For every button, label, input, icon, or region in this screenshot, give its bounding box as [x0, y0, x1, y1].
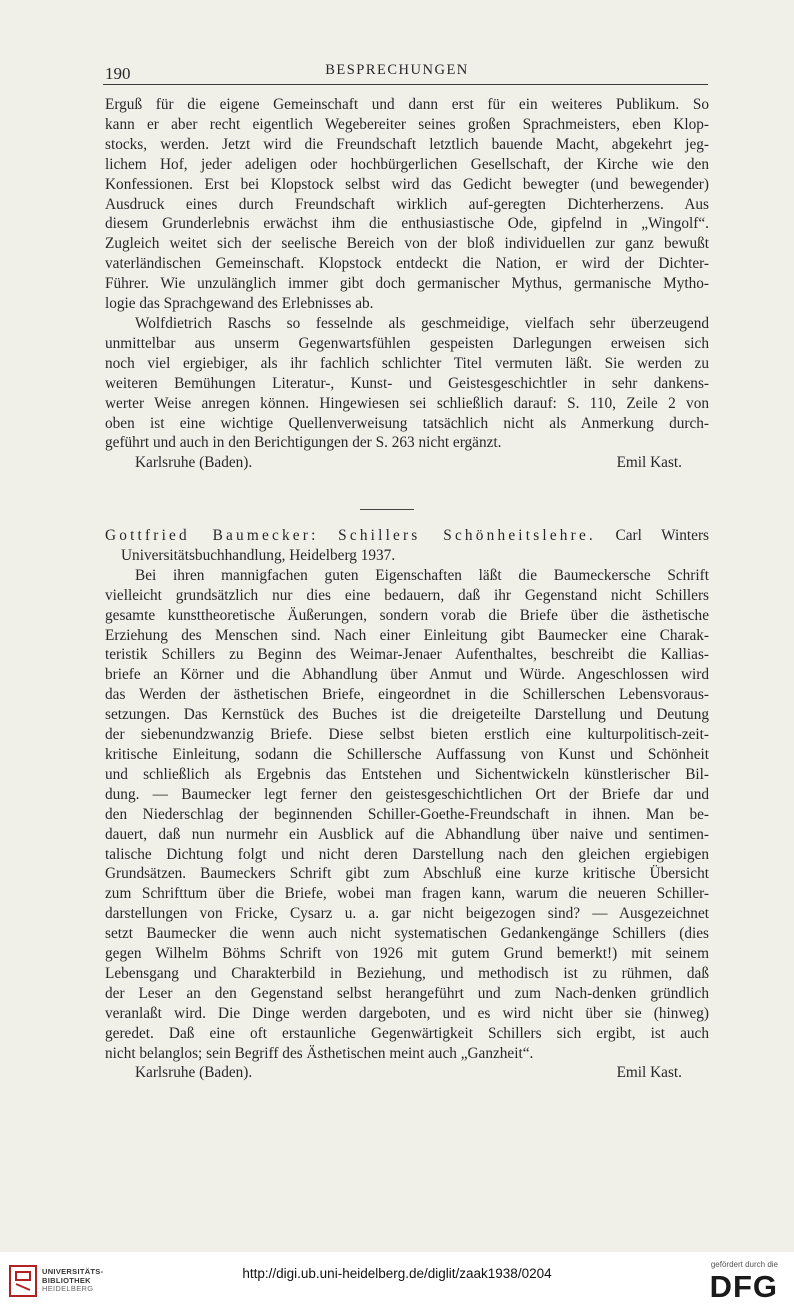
- text-line: Bei ihren mannigfachen guten Eigenschaften läßt die Baumeckersche Schrift: [135, 566, 709, 584]
- text-line: Ausdruck eines durch Freundschaft wirklich auf-geregten Dichterherzens. Aus: [105, 195, 709, 213]
- text-line: diesem Grunderlebnis erwächst ihm die enthusiastische Ode, gipfelnd in „Wingolf“.: [105, 215, 709, 233]
- text-line: stocks, werden. Jetzt wird die Freundschaft letztlich bauende Macht, abgekehrt jeg-: [105, 135, 709, 153]
- funding-note: gefördert durch die: [710, 1260, 778, 1269]
- review-1-paragraph-2: [105, 314, 709, 453]
- text-line: gegen Wilhelm Böhms Schrift von 1926 mit gutem Grund bemerkt!) mit seinem: [105, 945, 709, 963]
- text-line: geredet. Daß eine oft erstaunliche Gegenwärtigkeit Schillers sich ergibt, ist auch: [105, 1024, 709, 1042]
- review-1-paragraph-1: [105, 95, 709, 314]
- section-separator: [360, 509, 414, 510]
- text-line: teristik Schillers zu Beginn des Weimar-Jenaer Aufenthaltes, beschreibt die Kallias-: [105, 646, 709, 664]
- text-line: zum Schrifttum über die Briefe, wobei man fragen kann, warum die neueren Schiller-: [105, 885, 709, 903]
- review-1-place: Karlsruhe (Baden).: [135, 454, 253, 472]
- text-line: lichem Hof, jeder adeligen oder hochbürgerlichen Gesellschaft, der Kirche wie den: [105, 155, 709, 173]
- library-line-3: HEIDELBERG: [42, 1284, 94, 1293]
- text-line: vaterländischen Gemeinschaft. Klopstock entdeckt die Nation, er wird der Dichter-: [105, 255, 709, 273]
- page-number: 190: [105, 64, 131, 83]
- review-2-book-title: Schillers Schönheitslehre.: [338, 527, 596, 544]
- text-line: kann er aber recht eigentlich Wegebereiter seines großen Sprachmeisters, eben Klop-: [105, 115, 709, 133]
- text-line: nicht belanglos; sein Begriff des Ästhetischen meint auch „Ganzheit“.: [105, 1044, 534, 1062]
- text-line: Konfessionen. Erst bei Klopstock selbst wird das Gedicht bewegter (und bewegender): [105, 175, 709, 193]
- review-2-place: Karlsruhe (Baden).: [135, 1064, 253, 1082]
- review-2-heading: [105, 526, 709, 546]
- text-line: gesamte kunsttheoretische Äußerungen, sondern vorab die Briefe über die ästhetische: [105, 606, 709, 624]
- text-line: kritische Einleitung, sodann die Schillersche Auffassung von Kunst und Schönheit: [105, 745, 709, 763]
- text-line: dung. — Baumecker legt ferner den geistesgeschichtlichen Ort der Briefe dar und: [105, 785, 709, 803]
- review-1-signature: [105, 453, 709, 473]
- text-line: Zugleich weitet sich der seelische Bereich von der bloß individuellen zur ganz bewußt: [105, 235, 709, 253]
- text-line: veranlaßt wird. Die Dinge werden dargeboten, und es wird nicht über sie (hinweg): [105, 1004, 709, 1022]
- review-2-heading-line-2: Universitätsbuchhandlung, Heidelberg 1937.: [121, 546, 396, 564]
- dfg-logo: DFG: [709, 1269, 778, 1304]
- text-line: darstellungen von Fricke, Cysarz u. a. gar nicht beigezogen sind? — Ausgezeichnet: [105, 905, 709, 923]
- text-line: briefe an Körner und die Abhandlung über Anmut und Würde. Angeschlossen wird: [105, 666, 709, 684]
- text-line: setzt Baumecker die wenn auch nicht systematischen Gedankengänge Schillers (dies: [105, 925, 709, 943]
- review-2-signature: [105, 1063, 709, 1083]
- permalink-url[interactable]: http://digi.ub.uni-heidelberg.de/diglit/zaak1938/0204: [242, 1266, 552, 1281]
- text-line: Grundsätzen. Baumeckers Schrift gibt zum Abschluß eine kurze kritische Übersicht: [105, 865, 709, 883]
- text-line: werter Weise anregen können. Hingewiesen sei schließlich darauf: S. 110, Zeile 2 von: [105, 394, 709, 412]
- text-line: Erziehung des Menschen sind. Nach einer Einleitung gibt Baumecker eine Charak-: [105, 626, 709, 644]
- text-line: setzungen. Das Kernstück des Buches ist die dreigeteilte Darstellung und Deutung: [105, 706, 709, 724]
- text-line: talische Dichtung folgt und nicht deren Darstellung nach den gleichen ergiebigen: [105, 845, 709, 863]
- text-line: oben ist eine wichtige Quellenverweisung tatsächlich nicht als Anmerkung durch-: [105, 414, 709, 432]
- text-line: dauert, daß nun nurmehr ein Ausblick auf die Abhandlung über naive und sentimen-: [105, 825, 709, 843]
- viewer-footer: [0, 1252, 794, 1310]
- review-2-publisher: Carl Winters: [615, 527, 709, 544]
- text-line: noch viel ergiebiger, als ihr fachlich schlichter Titel vermuten läßt. Sie werden zu: [105, 354, 709, 372]
- text-line: das Werden der ästhetischen Briefe, eingeordnet in die Schillerschen Lebensvoraus-: [105, 686, 709, 704]
- text-line: Führer. Wie unzulänglich immer gibt doch germanischer Mythus, germanische Mytho-: [105, 275, 709, 293]
- review-2-author: Emil Kast.: [616, 1064, 682, 1082]
- review-2-text: [105, 526, 709, 1083]
- text-line: Lebensgang und Charakterbild in Beziehung, und methodisch ist zu rühmen, daß: [105, 964, 709, 982]
- library-line-2: BIBLIOTHEK: [42, 1275, 91, 1285]
- review-1-author: Emil Kast.: [616, 454, 682, 472]
- library-line-1: UNIVERSITÄTS-: [42, 1267, 104, 1276]
- header-rule: [103, 84, 708, 85]
- text-line: unmittelbar aus unserm Gegenwartsfühlen gespeisten Darlegungen erweisen sich: [105, 334, 709, 352]
- text-line: weiteren Bemühungen Literatur-, Kunst- und Geistesgeschichtler in sehr dankens-: [105, 374, 709, 392]
- text-line: den Niederschlag der beginnenden Schiller-Goethe-Freundschaft in ihnen. Man be-: [105, 805, 709, 823]
- review-2-body: [105, 566, 709, 1064]
- text-line: vielleicht grundsätzlich nur dies eine bedauern, daß ihr Gegenstand nicht Schillers: [105, 586, 709, 604]
- text-line: Wolfdietrich Raschs so fesselnde als geschmeidige, vielfach sehr überzeugend: [135, 314, 709, 332]
- review-2-book-author: Gottfried Baumecker:: [105, 527, 319, 544]
- text-line: und schließlich als Ergebnis das Entstehen und Sichentwickeln künstlerischer Bil-: [105, 765, 709, 783]
- text-line: logie das Sprachgewand des Erlebnisses ab.: [105, 295, 374, 313]
- text-line: geführt und auch in den Berichtigungen der S. 263 nicht ergänzt.: [105, 434, 502, 452]
- review-1-text: [105, 95, 709, 473]
- running-title: BESPRECHUNGEN: [325, 62, 469, 78]
- text-line: der Leser an den Gegenstand selbst herangeführt und zum Nach-denken gründlich: [105, 984, 709, 1002]
- text-line: der siebenundzwanzig Briefe. Diese selbst bieten erstlich eine kulturpolitisch-zeit-: [105, 726, 709, 744]
- text-line: Erguß für die eigene Gemeinschaft und dann erst für ein weiteres Publikum. So: [105, 96, 709, 113]
